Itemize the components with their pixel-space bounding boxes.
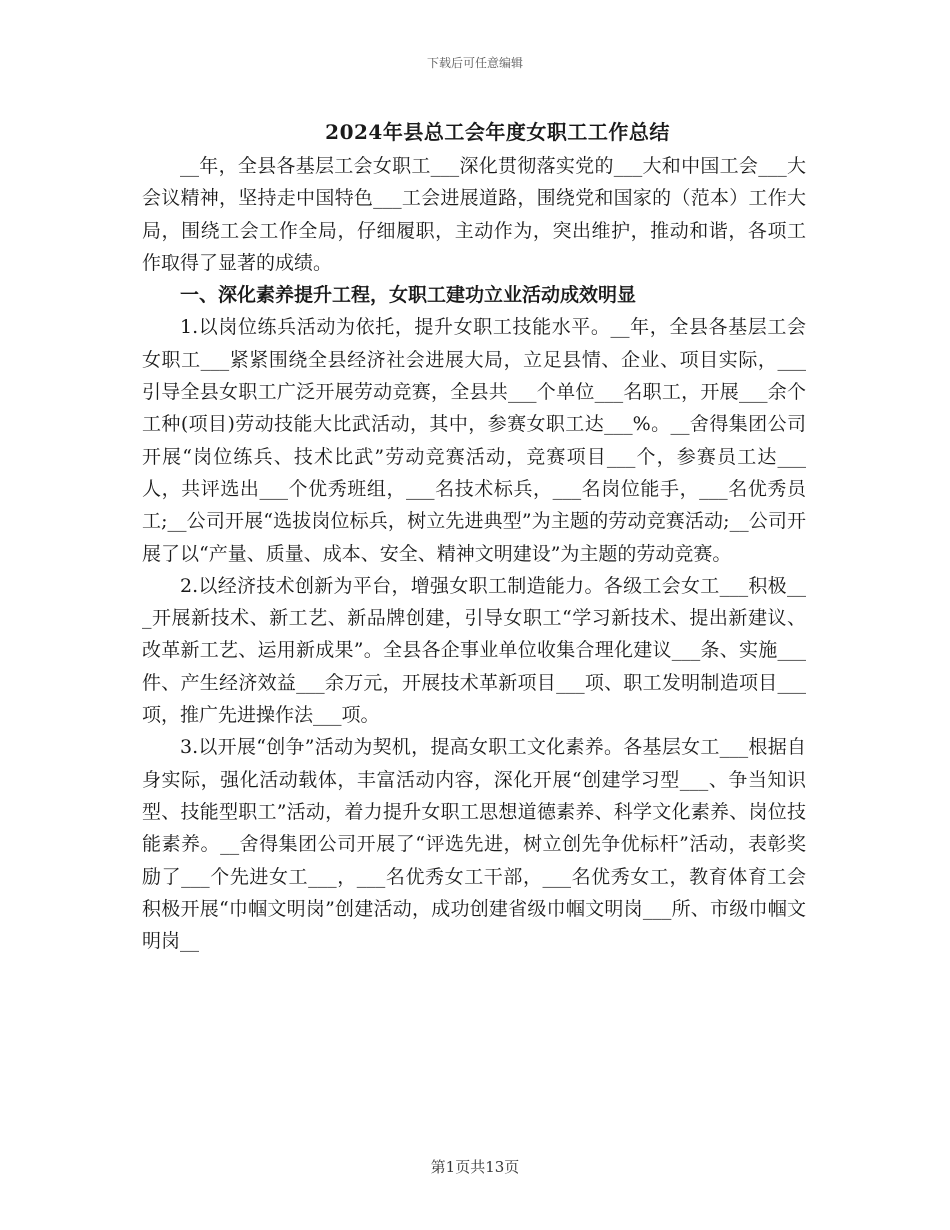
- document-body: [142, 150, 806, 957]
- paragraph-item-2: 2.以经济技术创新为平台，增强女职工制造能力。各级工会女工___积极___开展新技术、新工艺、新品牌创建，引导女职工“学习新技术、提出新建议、改革新工艺、运用新成果”。全县各企事业单位收集合理化建议___条、实施___件、产生经济效益___余万元，开展技术革新项目___项、职工发明制造项目___项，推广先进操作法___项。: [142, 574, 806, 727]
- intro-paragraph: __年，全县各基层工会女职工___深化贯彻落实党的___大和中国工会___大会议精神，坚持走中国特色___工会进展道路，围绕党和国家的（范本）工作大局，围绕工会工作全局，仔细履职，主动作为，突出维护，推动和谐，各项工作取得了显著的成绩。: [142, 155, 806, 274]
- paragraph-item-1: 1.以岗位练兵活动为依托，提升女职工技能水平。__年，全县各基层工会女职工___紧紧围绕全县经济社会进展大局，立足县情、企业、项目实际，___引导全县女职工广泛开展劳动竞赛，全县共___个单位___名职工，开展___余个工种(项目)劳动技能大比武活动，其中，参赛女职工达___%。__舍得集团公司开展“岗位练兵、技术比武”劳动竞赛活动，竞赛项目___个，参赛员工达___人，共评选出___个优秀班组，___名技术标兵，___名岗位能手，___名优秀员工;__公司开展“选拔岗位标兵，树立先进典型”为主题的劳动竞赛活动;__公司开展了以“产量、质量、成本、安全、精神文明建设”为主题的劳动竞赛。: [142, 316, 806, 565]
- section-heading-1: 一、深化素养提升工程，女职工建功立业活动成效明显: [180, 284, 637, 307]
- paragraph-item-3: 3.以开展“创争”活动为契机，提高女职工文化素养。各基层女工___根据自身实际，强化活动载体，丰富活动内容，深化开展“创建学习型___、争当知识型、技能型职工”活动，着力提升女职工思想道德素养、科学文化素养、岗位技能素养。__舍得集团公司开展了“评选先进，树立创先争优标杆”活动，表彰奖励了___个先进女工___，___名优秀女工干部，___名优秀女工，教育体育工会积极开展“巾帼文明岗”创建活动，成功创建省级巾帼文明岗___所、市级巾帼文明岗__: [142, 736, 806, 953]
- document-title: 2024年县总工会年度女职工工作总结: [325, 120, 670, 144]
- header-note: 下载后可任意编辑: [426, 56, 523, 70]
- page-number: 第1页共13页: [430, 1158, 520, 1176]
